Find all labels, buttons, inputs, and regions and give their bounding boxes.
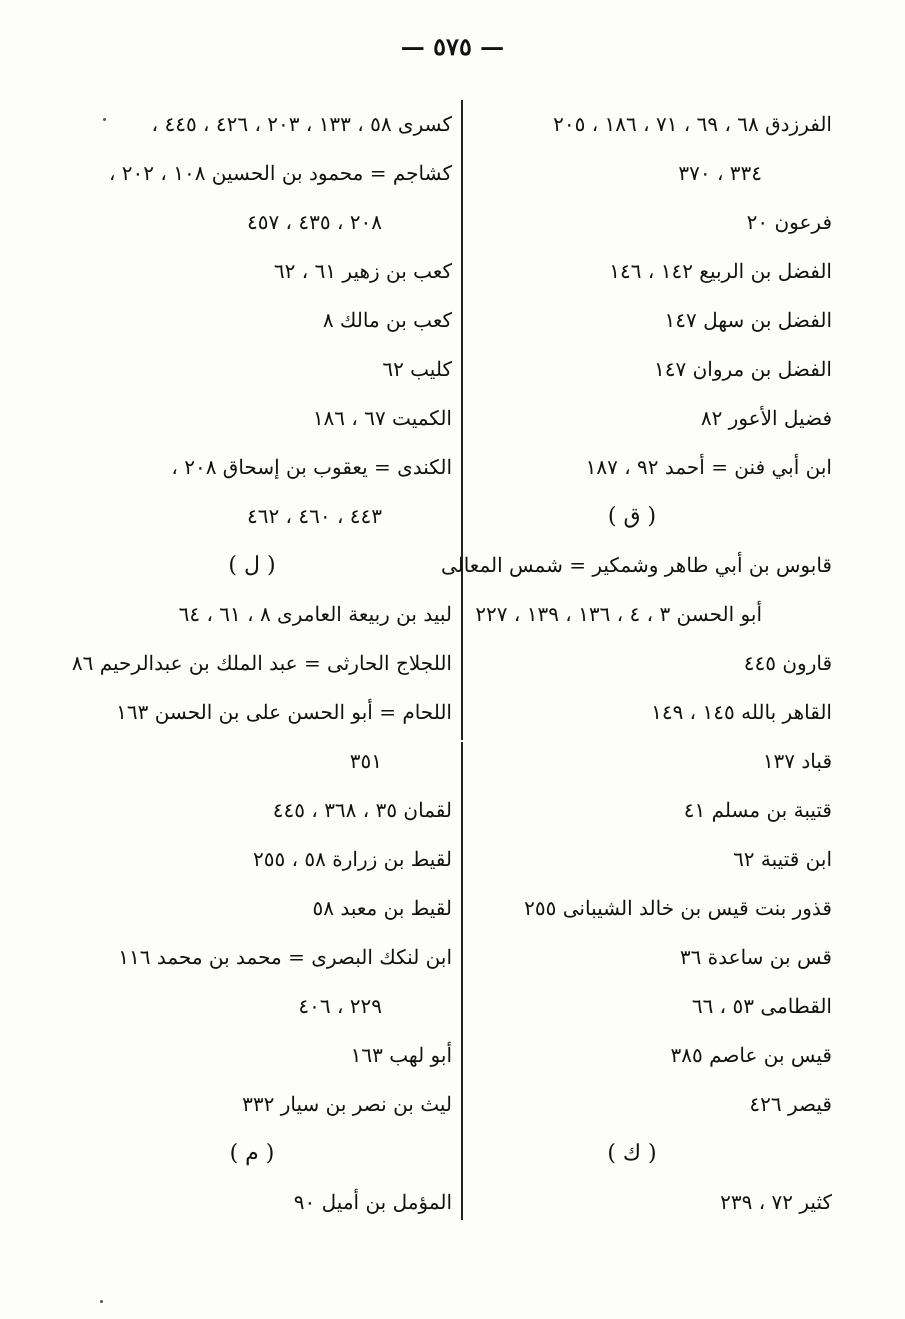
section-letter-heading: ( ق )	[607, 504, 657, 529]
index-entry: قتيبة بن مسلم ٤١	[683, 798, 832, 822]
index-entry: قذور بنت قيس بن خالد الشيبانى ٢٥٥	[524, 896, 832, 920]
index-entry: لبيد بن ربيعة العامرى ٨ ، ٦١ ، ٦٤	[178, 602, 452, 626]
index-entry: كعب بن زهير ٦١ ، ٦٢	[273, 259, 452, 283]
index-entry: اللحام = أبو الحسن على بن الحسن ١٦٣	[116, 700, 452, 724]
index-entry: كليب ٦٢	[382, 357, 452, 381]
index-entry: كعب بن مالك ٨	[322, 308, 452, 332]
ink-speck	[100, 1300, 103, 1303]
index-entry: لقمان ٣٥ ، ٣٦٨ ، ٤٤٥	[272, 798, 452, 822]
index-entry: الفضل بن سهل ١٤٧	[664, 308, 832, 332]
index-entry-continuation: ٤٤٣ ، ٤٦٠ ، ٤٦٢	[246, 504, 382, 528]
index-entry: قباد ١٣٧	[762, 749, 832, 773]
left-column	[52, 100, 452, 1227]
index-entry-continuation: ٢٢٩ ، ٤٠٦	[298, 994, 382, 1018]
index-entry: الفضل بن مروان ١٤٧	[653, 357, 832, 381]
index-entry: لقيط بن زرارة ٥٨ ، ٢٥٥	[253, 847, 452, 871]
index-entry: الكميت ٦٧ ، ١٨٦	[312, 406, 452, 430]
index-entry: لقيط بن معبد ٥٨	[312, 896, 452, 920]
index-entry: قابوس بن أبي طاهر وشمكير = شمس المعالى	[440, 553, 832, 577]
index-entry: المؤمل بن أميل ٩٠	[293, 1190, 452, 1214]
index-entry: الفرزدق ٦٨ ، ٦٩ ، ٧١ ، ١٨٦ ، ٢٠٥	[553, 112, 832, 136]
section-letter-heading: ( ك )	[607, 1141, 657, 1166]
index-entry: فرعون ٢٠	[746, 210, 832, 234]
index-entry-continuation: ٣٣٤ ، ٣٧٠	[678, 161, 762, 185]
index-entry: ابن لنكك البصرى = محمد بن محمد ١١٦	[118, 945, 452, 969]
index-entry: فضيل الأعور ٨٢	[700, 406, 832, 430]
index-entry-continuation: ٣٥١	[349, 749, 382, 773]
index-entry: قارون ٤٤٥	[743, 651, 832, 675]
index-entry: القاهر بالله ١٤٥ ، ١٤٩	[651, 700, 832, 724]
index-entry: كشاجم = محمود بن الحسين ١٠٨ ، ٢٠٢ ،	[108, 161, 452, 185]
index-entry: قيصر ٤٢٦	[749, 1092, 832, 1116]
index-entry: القطامى ٥٣ ، ٦٦	[691, 994, 832, 1018]
section-letter-heading: ( ل )	[228, 553, 276, 578]
page-number: — ٥٧٥ —	[400, 32, 505, 61]
index-entry: قس بن ساعدة ٣٦	[679, 945, 832, 969]
index-entry: الفضل بن الربيع ١٤٢ ، ١٤٦	[609, 259, 832, 283]
index-entry: ابن أبي فنن = أحمد ٩٢ ، ١٨٧	[585, 455, 832, 479]
index-entry-continuation: أبو الحسن ٣ ، ٤ ، ١٣٦ ، ١٣٩ ، ٢٢٧	[475, 602, 762, 626]
section-letter-heading: ( م )	[229, 1141, 275, 1166]
index-entry: الكندى = يعقوب بن إسحاق ٢٠٨ ،	[171, 455, 452, 479]
index-entry: أبو لهب ١٦٣	[350, 1043, 452, 1067]
index-entry-continuation: ٢٠٨ ، ٤٣٥ ، ٤٥٧	[246, 210, 382, 234]
index-entry: قيس بن عاصم ٣٨٥	[670, 1043, 832, 1067]
ink-speck	[103, 118, 106, 121]
index-entry: ليث بن نصر بن سيار ٣٣٢	[242, 1092, 452, 1116]
index-entry: كسرى ٥٨ ، ١٣٣ ، ٢٠٣ ، ٤٢٦ ، ٤٤٥ ،	[151, 112, 452, 136]
right-column	[432, 100, 832, 1227]
index-entry: اللجلاج الحارثى = عبد الملك بن عبدالرحيم ٨٦	[71, 651, 452, 675]
index-entry: ابن قتيبة ٦٢	[733, 847, 832, 871]
index-entry: كثير ٧٢ ، ٢٣٩	[720, 1190, 832, 1214]
